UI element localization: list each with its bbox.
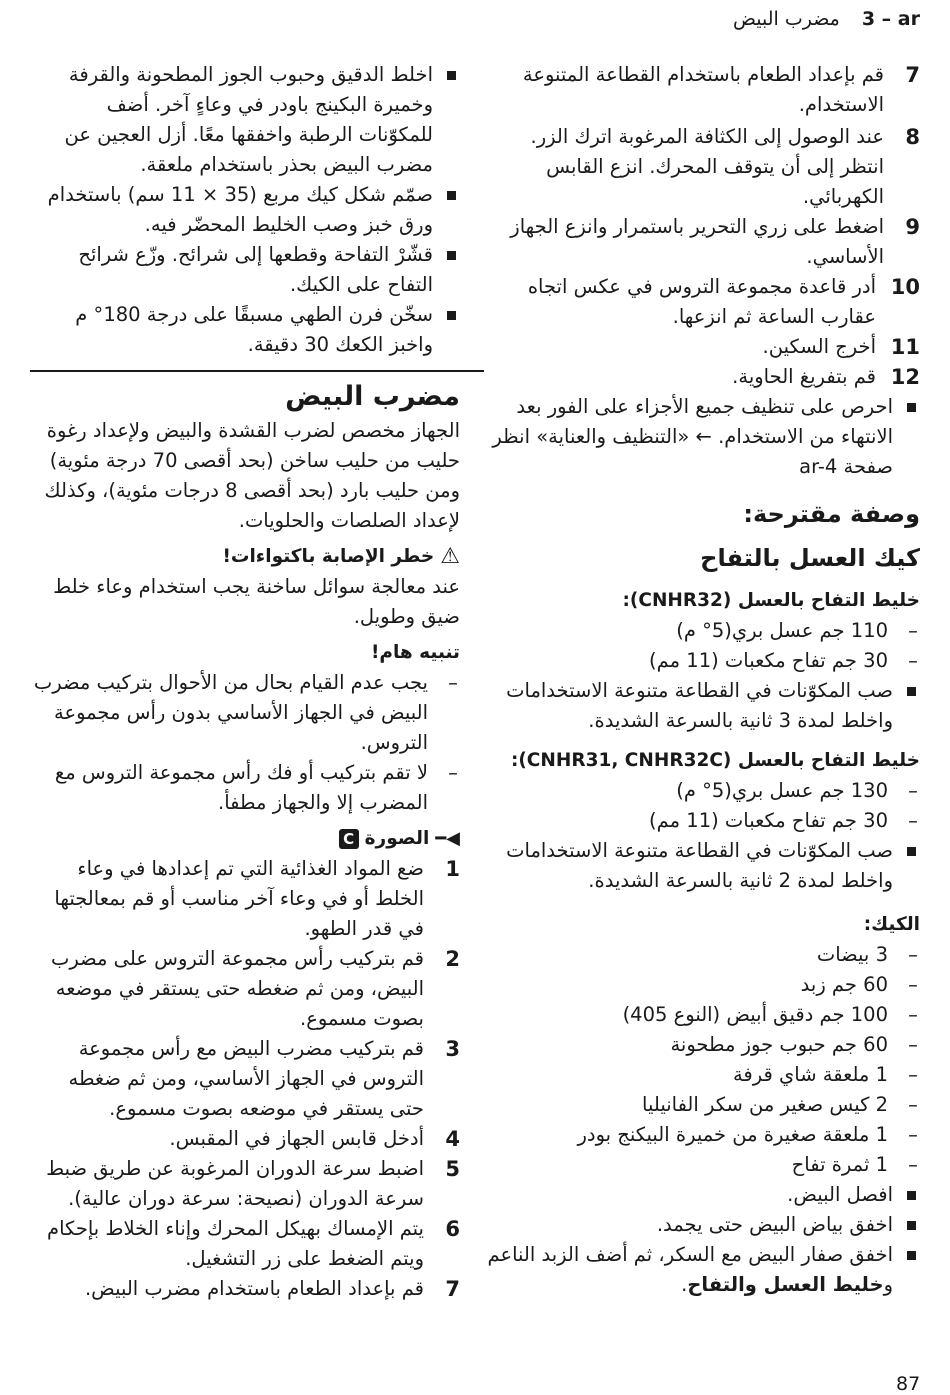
ingredient-item <box>485 1060 920 1090</box>
warning-heading <box>30 542 460 572</box>
cleaning-note <box>485 392 920 482</box>
step-number: 1 <box>445 857 460 881</box>
ingredient-text: 100 جم دقيق أبيض (النوع 405) <box>622 1003 888 1026</box>
ingredient-text: 1 ملعقة شاي قرفة <box>732 1063 888 1086</box>
dash-mark: – <box>448 761 458 784</box>
header-title: مضرب البيض <box>732 8 840 30</box>
step-3 <box>30 1034 460 1124</box>
step-number: 7 <box>905 63 920 87</box>
bullet-text: اخفق بياض البيض حتى يجمد. <box>656 1213 893 1236</box>
cake-step <box>30 240 460 300</box>
cake-step <box>30 300 460 360</box>
warning-title: خطر الإصابة باكتواءات! <box>222 546 435 567</box>
step-text: قم بتفريغ الحاوية. <box>732 365 876 388</box>
ingredient-item <box>485 646 920 676</box>
section-number: 3 – ar <box>861 8 920 30</box>
step-5 <box>30 1154 460 1214</box>
step-9 <box>485 212 920 272</box>
ingredient-text: 30 جم تفاح مكعبات (11 مم) <box>649 809 888 832</box>
ingredient-text: 3 بيضات <box>816 943 888 966</box>
dash-mark: – <box>908 1123 918 1146</box>
ingredient-text: 30 جم تفاح مكعبات (11 مم) <box>649 649 888 672</box>
cake-step <box>485 1240 920 1300</box>
ingredient-item <box>485 1000 920 1030</box>
bullet-text: اخلط الدقيق وحبوب الجوز المطحونة والقرفة وخميرة البكينج باودر في وعاءٍ آخر. أضف للمكوّنات الرطبة واخفقها معًا. أزل العجين عن مضرب البيض بحذر باستخدام ملعقة. <box>64 63 433 176</box>
bullet-square <box>907 403 916 412</box>
ingredient-item <box>485 1150 920 1180</box>
step-7 <box>30 1274 460 1304</box>
section-intro: الجهاز مخصص لضرب القشدة والبيض ولإعداد رغوة حليب من حليب ساخن (بحد أقصى 70 درجة مئوية) ومن حليب بارد (بحد أقصى 8 درجات مئوية)، وكذلك لإعداد الصلصات والحلويات. <box>44 419 460 532</box>
bullet-square <box>907 1191 916 1200</box>
dash-mark: – <box>908 973 918 996</box>
step-11 <box>485 332 920 362</box>
step-text: قم بإعداد الطعام باستخدام القطاعة المتنوعة الاستخدام. <box>522 63 884 116</box>
mix1-heading: خليط التفاح بالعسل (CNHR32): <box>622 590 920 611</box>
bullet-text: صب المكوّنات في القطاعة متنوعة الاستخدامات واخلط لمدة 2 ثانية بالسرعة الشديدة. <box>506 839 893 892</box>
step-number: 3 <box>445 1037 460 1061</box>
notice-text: لا تقم بتركيب أو فك رأس مجموعة التروس مع المضرب إلا والجهاز مطفأ. <box>54 761 428 814</box>
dash-mark: – <box>908 1033 918 1056</box>
dash-mark: – <box>908 1093 918 1116</box>
step-number: 9 <box>905 215 920 239</box>
cake-heading: الكيك: <box>863 914 920 935</box>
arrow-left-icon: ◀━ <box>435 828 460 849</box>
notice-item <box>30 758 460 818</box>
dash-mark: – <box>908 943 918 966</box>
ingredient-text: 60 جم حبوب جوز مطحونة <box>670 1033 888 1056</box>
ingredient-item <box>485 1120 920 1150</box>
step-12 <box>485 362 920 392</box>
step-text: قم بتركيب مضرب البيض مع رأس مجموعة التروس في الجهاز الأساسي، ومن ثم ضغطه حتى يستقر في موضعه بصوت مسموع. <box>68 1037 424 1120</box>
cake-step <box>485 1180 920 1210</box>
bold-mix-name: خليط العسل والتفاح <box>687 1273 884 1296</box>
step-2 <box>30 944 460 1034</box>
ingredient-item <box>485 940 920 970</box>
bullet-square <box>447 251 456 260</box>
dash-mark: – <box>908 649 918 672</box>
mix2-heading: خليط التفاح بالعسل (CNHR31, CNHR32C): <box>510 750 920 771</box>
dash-mark: – <box>908 1153 918 1176</box>
dash-mark: – <box>448 671 458 694</box>
notice-text: يجب عدم القيام بحال من الأحوال بتركيب مضرب البيض في الجهاز الأساسي بدون رأس مجموعة التروس. <box>33 671 428 754</box>
step-text: ضع المواد الغذائية التي تم إعدادها في وعاء الخلط أو في وعاء آخر مناسب أو قم بمعالجتها في قدر الطهو. <box>54 857 424 940</box>
bullet-text: افصل البيض. <box>787 1183 893 1206</box>
bullet-square <box>907 1221 916 1230</box>
page-number: 87 <box>896 1373 921 1395</box>
bullet-text: سخّن فرن الطهي مسبقًا على درجة 180° م واخبز الكعك 30 دقيقة. <box>75 303 433 356</box>
step-text: عند الوصول إلى الكثافة المرغوبة اترك الزر. انتظر إلى أن يتوقف المحرك. انزع القابس الكهربائي. <box>530 125 884 208</box>
step-4 <box>30 1124 460 1154</box>
bullet-text: صب المكوّنات في القطاعة متنوعة الاستخدامات واخلط لمدة 3 ثانية بالسرعة الشديدة. <box>506 679 893 732</box>
mix2-instruction <box>485 836 920 896</box>
bullet-square <box>447 71 456 80</box>
step-text: اضبط سرعة الدوران المرغوبة عن طريق ضبط سرعة الدوران (نصيحة: سرعة دوران عالية). <box>46 1157 424 1210</box>
step-number: 6 <box>445 1217 460 1241</box>
mix1-instruction <box>485 676 920 736</box>
bullet-text: صمّم شكل كيك مربع (35 × 11 سم) باستخدام ورق خبز وصب الخليط المحضّر فيه. <box>47 183 433 236</box>
step-text: أدر قاعدة مجموعة التروس في عكس اتجاه عقارب الساعة ثم انزعها. <box>527 275 876 328</box>
step-10 <box>485 272 920 332</box>
ingredient-text: 2 كيس صغير من سكر الفانيليا <box>642 1093 888 1116</box>
ingredient-item <box>485 776 920 806</box>
dash-mark: – <box>908 619 918 642</box>
ingredient-item <box>485 1090 920 1120</box>
ingredient-item <box>485 616 920 646</box>
step-number: 4 <box>445 1127 460 1151</box>
step-6 <box>30 1214 460 1274</box>
bullet-square <box>907 1251 916 1260</box>
step-text: يتم الإمساك بهيكل المحرك وإناء الخلاط بإحكام ويتم الضغط على زر التشغيل. <box>47 1217 424 1270</box>
figure-reference <box>30 824 460 854</box>
warning-text: عند معالجة سوائل ساخنة يجب استخدام وعاء خلط ضيق وطويل. <box>53 575 460 628</box>
step-number: 12 <box>890 365 920 389</box>
section-divider <box>30 370 484 372</box>
bullet-square <box>447 191 456 200</box>
warning-triangle-icon: ⚠ <box>440 544 460 569</box>
recipe-heading: وصفة مقترحة: <box>743 500 920 528</box>
ingredient-text: 130 جم عسل بري(5° م) <box>676 779 888 802</box>
dash-mark: – <box>908 779 918 802</box>
bullet-square <box>907 847 916 856</box>
cake-step <box>485 1210 920 1240</box>
step-text: قم بإعداد الطعام باستخدام مضرب البيض. <box>84 1277 424 1300</box>
step-8 <box>485 122 920 212</box>
bullet-text: قشّرْ التفاحة وقطعها إلى شرائح. وزّع شرائح التفاح على الكيك. <box>78 243 433 296</box>
step-text: أخرج السكين. <box>762 335 876 358</box>
bullet-text <box>485 1240 893 1300</box>
step-number: 5 <box>445 1157 460 1181</box>
figure-letter-badge: C <box>339 829 359 849</box>
bullet-text-end: . <box>681 1273 688 1296</box>
dash-mark: – <box>908 1063 918 1086</box>
ingredient-text: 1 ثمرة تفاح <box>791 1153 888 1176</box>
ingredient-text: 110 جم عسل بري(5° م) <box>676 619 888 642</box>
left-column <box>30 60 460 1304</box>
step-1 <box>30 854 460 944</box>
notice-item <box>30 668 460 758</box>
ingredient-item <box>485 806 920 836</box>
step-text: أدخل قابس الجهاز في المقبس. <box>169 1127 424 1150</box>
notice-heading: تنبيه هام! <box>370 642 460 663</box>
figure-label: الصورة <box>364 828 430 849</box>
ingredient-text: 1 ملعقة صغيرة من خميرة البيكنج بودر <box>577 1123 888 1146</box>
ingredient-item <box>485 1030 920 1060</box>
ingredient-item <box>485 970 920 1000</box>
step-number: 10 <box>890 275 920 299</box>
page-header <box>733 6 920 32</box>
step-7 <box>485 60 920 120</box>
bullet-text: احرص على تنظيف جميع الأجزاء على الفور بعد الانتهاء من الاستخدام. ← «التنظيف والعناية» انظر صفحة ar-4 <box>492 395 893 478</box>
cake-step <box>30 180 460 240</box>
dash-mark: – <box>908 809 918 832</box>
step-text: قم بتركيب رأس مجموعة التروس على مضرب البيض، ومن ثم ضغطه حتى يستقر في موضعه بصوت مسموع. <box>50 947 424 1030</box>
step-number: 8 <box>905 125 920 149</box>
step-number: 2 <box>445 947 460 971</box>
right-column <box>485 60 920 1300</box>
step-number: 11 <box>890 335 920 359</box>
recipe-title: كيك العسل بالتفاح <box>700 544 920 572</box>
ingredient-text: 60 جم زبد <box>800 973 888 996</box>
bullet-text-start: اخفق صفار البيض مع السكر، ثم أضف الزبد الناعم و <box>487 1243 893 1296</box>
bullet-square <box>447 311 456 320</box>
section-title: مضرب البيض <box>285 381 460 412</box>
bullet-square <box>907 687 916 696</box>
step-number: 7 <box>445 1277 460 1301</box>
cake-step <box>30 60 460 180</box>
step-text: اضغط على زري التحرير باستمرار وانزع الجهاز الأساسي. <box>510 215 884 268</box>
dash-mark: – <box>908 1003 918 1026</box>
